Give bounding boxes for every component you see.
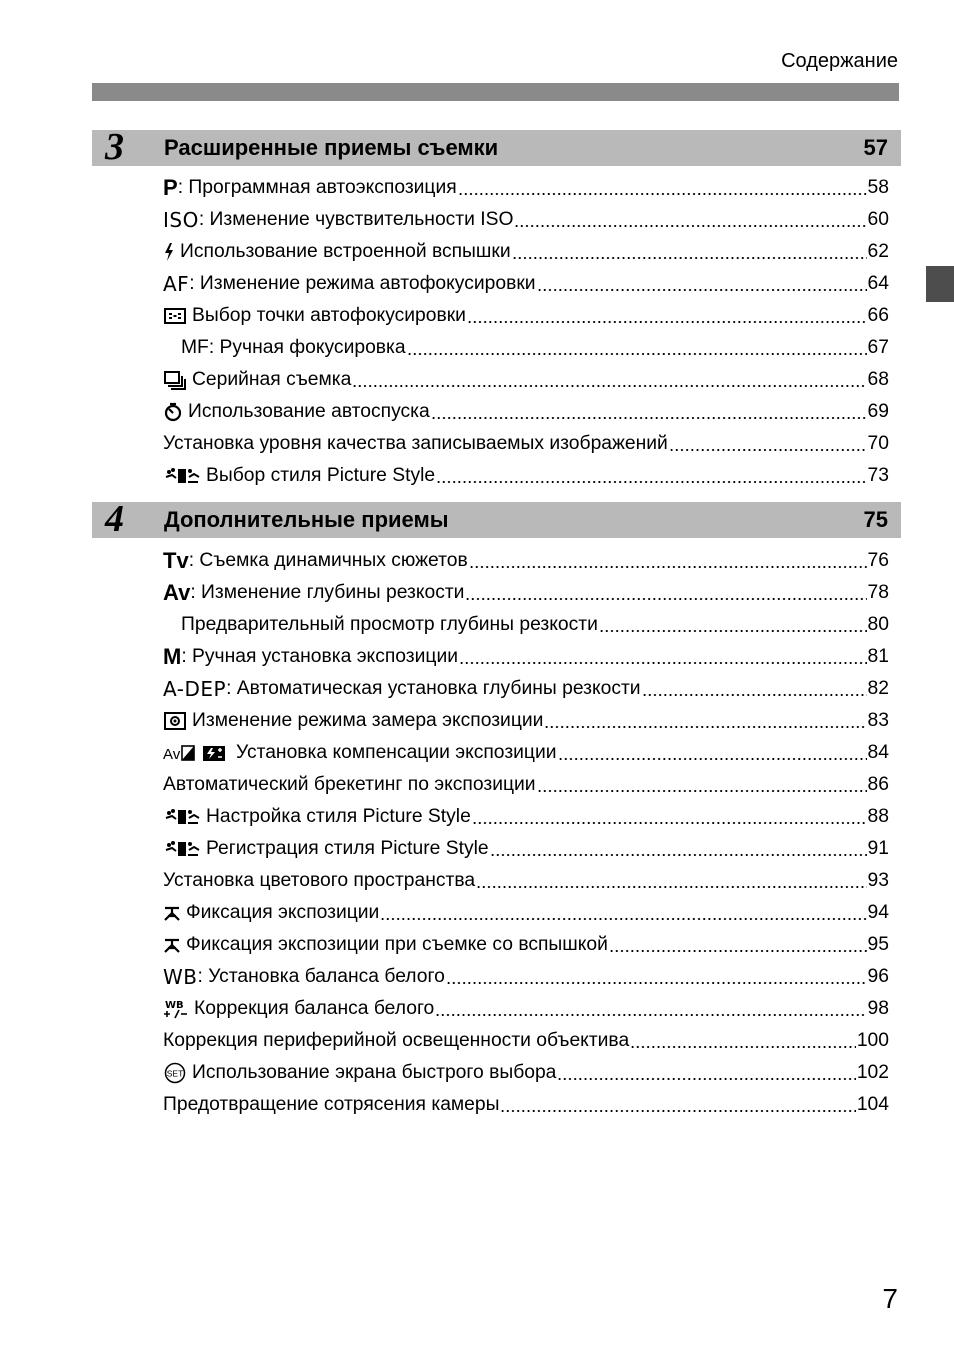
toc-entry-label: Установка уровня качества записываемых изображений: [163, 433, 668, 454]
dot-leader: [537, 774, 867, 796]
self-timer-icon: [163, 402, 183, 422]
toc-entry-page: 104: [856, 1094, 889, 1115]
toc-entry-page: 68: [867, 369, 889, 390]
ae-lock-icon: [163, 935, 181, 955]
af-icon: AF: [163, 272, 190, 296]
exposure-compensation-icon: [163, 743, 231, 763]
toc-entry[interactable]: [163, 545, 889, 577]
dot-leader: [465, 582, 866, 604]
dot-leader: [458, 177, 867, 199]
toc-entry-label: Установка цветового пространства: [163, 870, 476, 891]
toc-entry-label: Использование экрана быстрого выбора: [192, 1062, 557, 1083]
toc-entry-page: 64: [867, 273, 889, 294]
toc-entry-page: 80: [867, 614, 889, 635]
toc-entry-page: 62: [867, 241, 889, 262]
toc-entry-page: 82: [867, 678, 889, 699]
dot-leader: [490, 838, 867, 860]
toc-entry-label: Предотвращение сотрясения камеры: [163, 1094, 500, 1115]
toc-entry-label: Выбор точки автофокусировки: [192, 305, 466, 326]
toc-entry[interactable]: [163, 673, 889, 705]
metering-icon: [163, 711, 187, 731]
toc-entry[interactable]: [163, 609, 889, 641]
toc-entry-page: 93: [867, 870, 889, 891]
toc-entry[interactable]: [163, 897, 889, 929]
svg-text:SET: SET: [166, 1068, 184, 1079]
toc-entry-label: Предварительный просмотр глубины резкости: [181, 614, 598, 635]
toc-entry-page: 94: [867, 902, 889, 923]
toc-entry-page: 95: [867, 934, 889, 955]
toc-entry-label: Использование автоспуска: [188, 401, 430, 422]
dot-leader: [599, 614, 867, 636]
dot-leader: [380, 902, 866, 924]
dot-leader: [500, 1094, 855, 1116]
toc-entry-page: 70: [867, 433, 889, 454]
toc-entry-page: 102: [856, 1062, 889, 1083]
toc-entry[interactable]: [163, 268, 889, 300]
flash-icon: [163, 242, 175, 262]
toc-entry-page: 84: [867, 742, 889, 763]
toc-entry-page: 83: [867, 710, 889, 731]
toc-entry-label: Использование встроенной вспышки: [180, 241, 511, 262]
dot-leader: [467, 305, 867, 327]
toc-entry[interactable]: [163, 641, 889, 673]
toc-entry[interactable]: [163, 737, 889, 769]
toc-entry[interactable]: [163, 929, 889, 961]
running-head-title: Содержание: [781, 50, 898, 72]
dot-leader: [512, 241, 867, 263]
dot-leader: [435, 998, 866, 1020]
set-button-icon: [163, 1062, 187, 1084]
dot-leader: [537, 273, 867, 295]
dot-leader: [630, 1030, 856, 1052]
toc-list-chapter-3: [163, 172, 889, 492]
toc-entry-label: Изменение режима замера экспозиции: [192, 710, 544, 731]
svg-text:Av: Av: [163, 746, 181, 763]
toc-entry-page: 58: [867, 177, 889, 198]
toc-entry-page: 69: [867, 401, 889, 422]
toc-entry-label: : Автоматическая установка глубины резкости: [226, 678, 641, 699]
dot-leader: [476, 870, 866, 892]
toc-entry[interactable]: [163, 833, 889, 865]
toc-entry-label: Фиксация экспозиции при съемке со вспышкой: [186, 934, 608, 955]
toc-entry[interactable]: [163, 705, 889, 737]
toc-entry-page: 81: [867, 646, 889, 667]
toc-entry-label: Настройка стиля Picture Style: [206, 806, 471, 827]
toc-entry-label: Серийная съемка: [192, 369, 352, 390]
toc-entry[interactable]: [163, 332, 889, 364]
m-mode-icon: M: [163, 644, 182, 669]
dot-leader: [558, 742, 867, 764]
toc-entry-label: : Изменение чувствительности ISO: [198, 209, 514, 230]
toc-entry-page: 73: [867, 465, 889, 486]
p-mode-icon: P: [163, 175, 178, 200]
dot-leader: [469, 550, 867, 572]
picture-style-icon: [163, 839, 201, 859]
toc-entry[interactable]: [163, 300, 889, 332]
toc-entry-page: 78: [867, 582, 889, 603]
toc-entry[interactable]: [163, 428, 889, 460]
toc-entry-label: : Изменение глубины резкости: [190, 582, 465, 603]
toc-entry[interactable]: [163, 961, 889, 993]
toc-entry-label: : Установка баланса белого: [197, 966, 445, 987]
a-dep-mode-icon: A-DEP: [163, 677, 227, 701]
toc-entry[interactable]: [163, 993, 889, 1025]
page-number: 7: [882, 1283, 898, 1314]
av-mode-icon: Av: [163, 580, 191, 605]
toc-entry[interactable]: [163, 1057, 889, 1089]
toc-entry-page: 96: [867, 966, 889, 987]
wb-icon: WB: [163, 965, 198, 989]
toc-entry-label: Выбор стиля Picture Style: [206, 465, 436, 486]
toc-entry-label: Фиксация экспозиции: [186, 902, 380, 923]
toc-entry-page: 88: [867, 806, 889, 827]
chapter-side-tab: [926, 266, 954, 302]
toc-entry[interactable]: [163, 801, 889, 833]
chapter-number: 4: [105, 498, 124, 540]
dot-leader: [472, 806, 867, 828]
dot-leader: [446, 966, 867, 988]
toc-entry[interactable]: [163, 396, 889, 428]
toc-entry-page: 60: [867, 209, 889, 230]
toc-entry-label: : Изменение режима автофокусировки: [189, 273, 536, 294]
toc-entry-page: 91: [867, 838, 889, 859]
toc-entry-label: : Программная автоэкспозиция: [177, 177, 457, 198]
toc-entry[interactable]: [163, 865, 889, 897]
toc-entry-page: 67: [867, 337, 889, 358]
chapter-page: 57: [863, 135, 888, 160]
af-point-icon: [163, 306, 187, 326]
picture-style-icon: [163, 466, 201, 486]
dot-leader: [459, 646, 867, 668]
dot-leader: [669, 433, 867, 455]
header-rule: [92, 83, 899, 101]
toc-entry[interactable]: [163, 236, 889, 268]
toc-entry[interactable]: [163, 1025, 889, 1057]
chapter-title: Расширенные приемы съемки: [164, 135, 499, 160]
dot-leader: [436, 465, 866, 487]
toc-entry[interactable]: [163, 172, 889, 204]
toc-entry[interactable]: [163, 769, 889, 801]
iso-icon: ISO: [163, 208, 199, 232]
toc-entry[interactable]: [163, 1089, 889, 1121]
toc-entry-label: : Ручная установка экспозиции: [181, 646, 458, 667]
dot-leader: [609, 934, 867, 956]
toc-entry[interactable]: [163, 204, 889, 236]
chapter-heading-3[interactable]: [92, 126, 901, 168]
toc-entry-label: MF: Ручная фокусировка: [181, 337, 406, 358]
toc-entry-page: 66: [867, 305, 889, 326]
toc-entry-page: 98: [867, 998, 889, 1019]
tv-mode-icon: Tv: [163, 548, 189, 573]
chapter-page: 75: [863, 507, 888, 532]
chapter-heading-4[interactable]: [92, 498, 901, 540]
toc-entry[interactable]: [163, 364, 889, 396]
toc-entry-page: 100: [856, 1030, 889, 1051]
dot-leader: [514, 209, 866, 231]
toc-entry-label: Автоматический брекетинг по экспозиции: [163, 774, 536, 795]
dot-leader: [557, 1062, 855, 1084]
dot-leader: [407, 337, 867, 359]
toc-entry-label: Коррекция периферийной освещенности объектива: [163, 1030, 630, 1051]
toc-entry-label: Коррекция баланса белого: [194, 998, 435, 1019]
dot-leader: [352, 369, 866, 391]
continuous-shooting-icon: [163, 370, 187, 390]
toc-entry-page: 86: [867, 774, 889, 795]
ae-lock-icon: [163, 903, 181, 923]
dot-leader: [431, 401, 867, 423]
toc-entry-label: Установка компенсации экспозиции: [236, 742, 557, 763]
toc-entry-label: : Съемка динамичных сюжетов: [188, 550, 468, 571]
dot-leader: [642, 678, 867, 700]
wb-correction-icon: [163, 998, 189, 1020]
chapter-number: 3: [105, 126, 124, 168]
picture-style-icon: [163, 807, 201, 827]
dot-leader: [544, 710, 866, 732]
toc-entry[interactable]: [163, 577, 889, 609]
toc-entry-label: Регистрация стиля Picture Style: [206, 838, 489, 859]
toc-entry[interactable]: [163, 460, 889, 492]
svg-text:WB: WB: [165, 1000, 184, 1011]
chapter-title: Дополнительные приемы: [164, 507, 449, 532]
toc-list-chapter-4: [163, 545, 889, 1121]
toc-entry-page: 76: [867, 550, 889, 571]
